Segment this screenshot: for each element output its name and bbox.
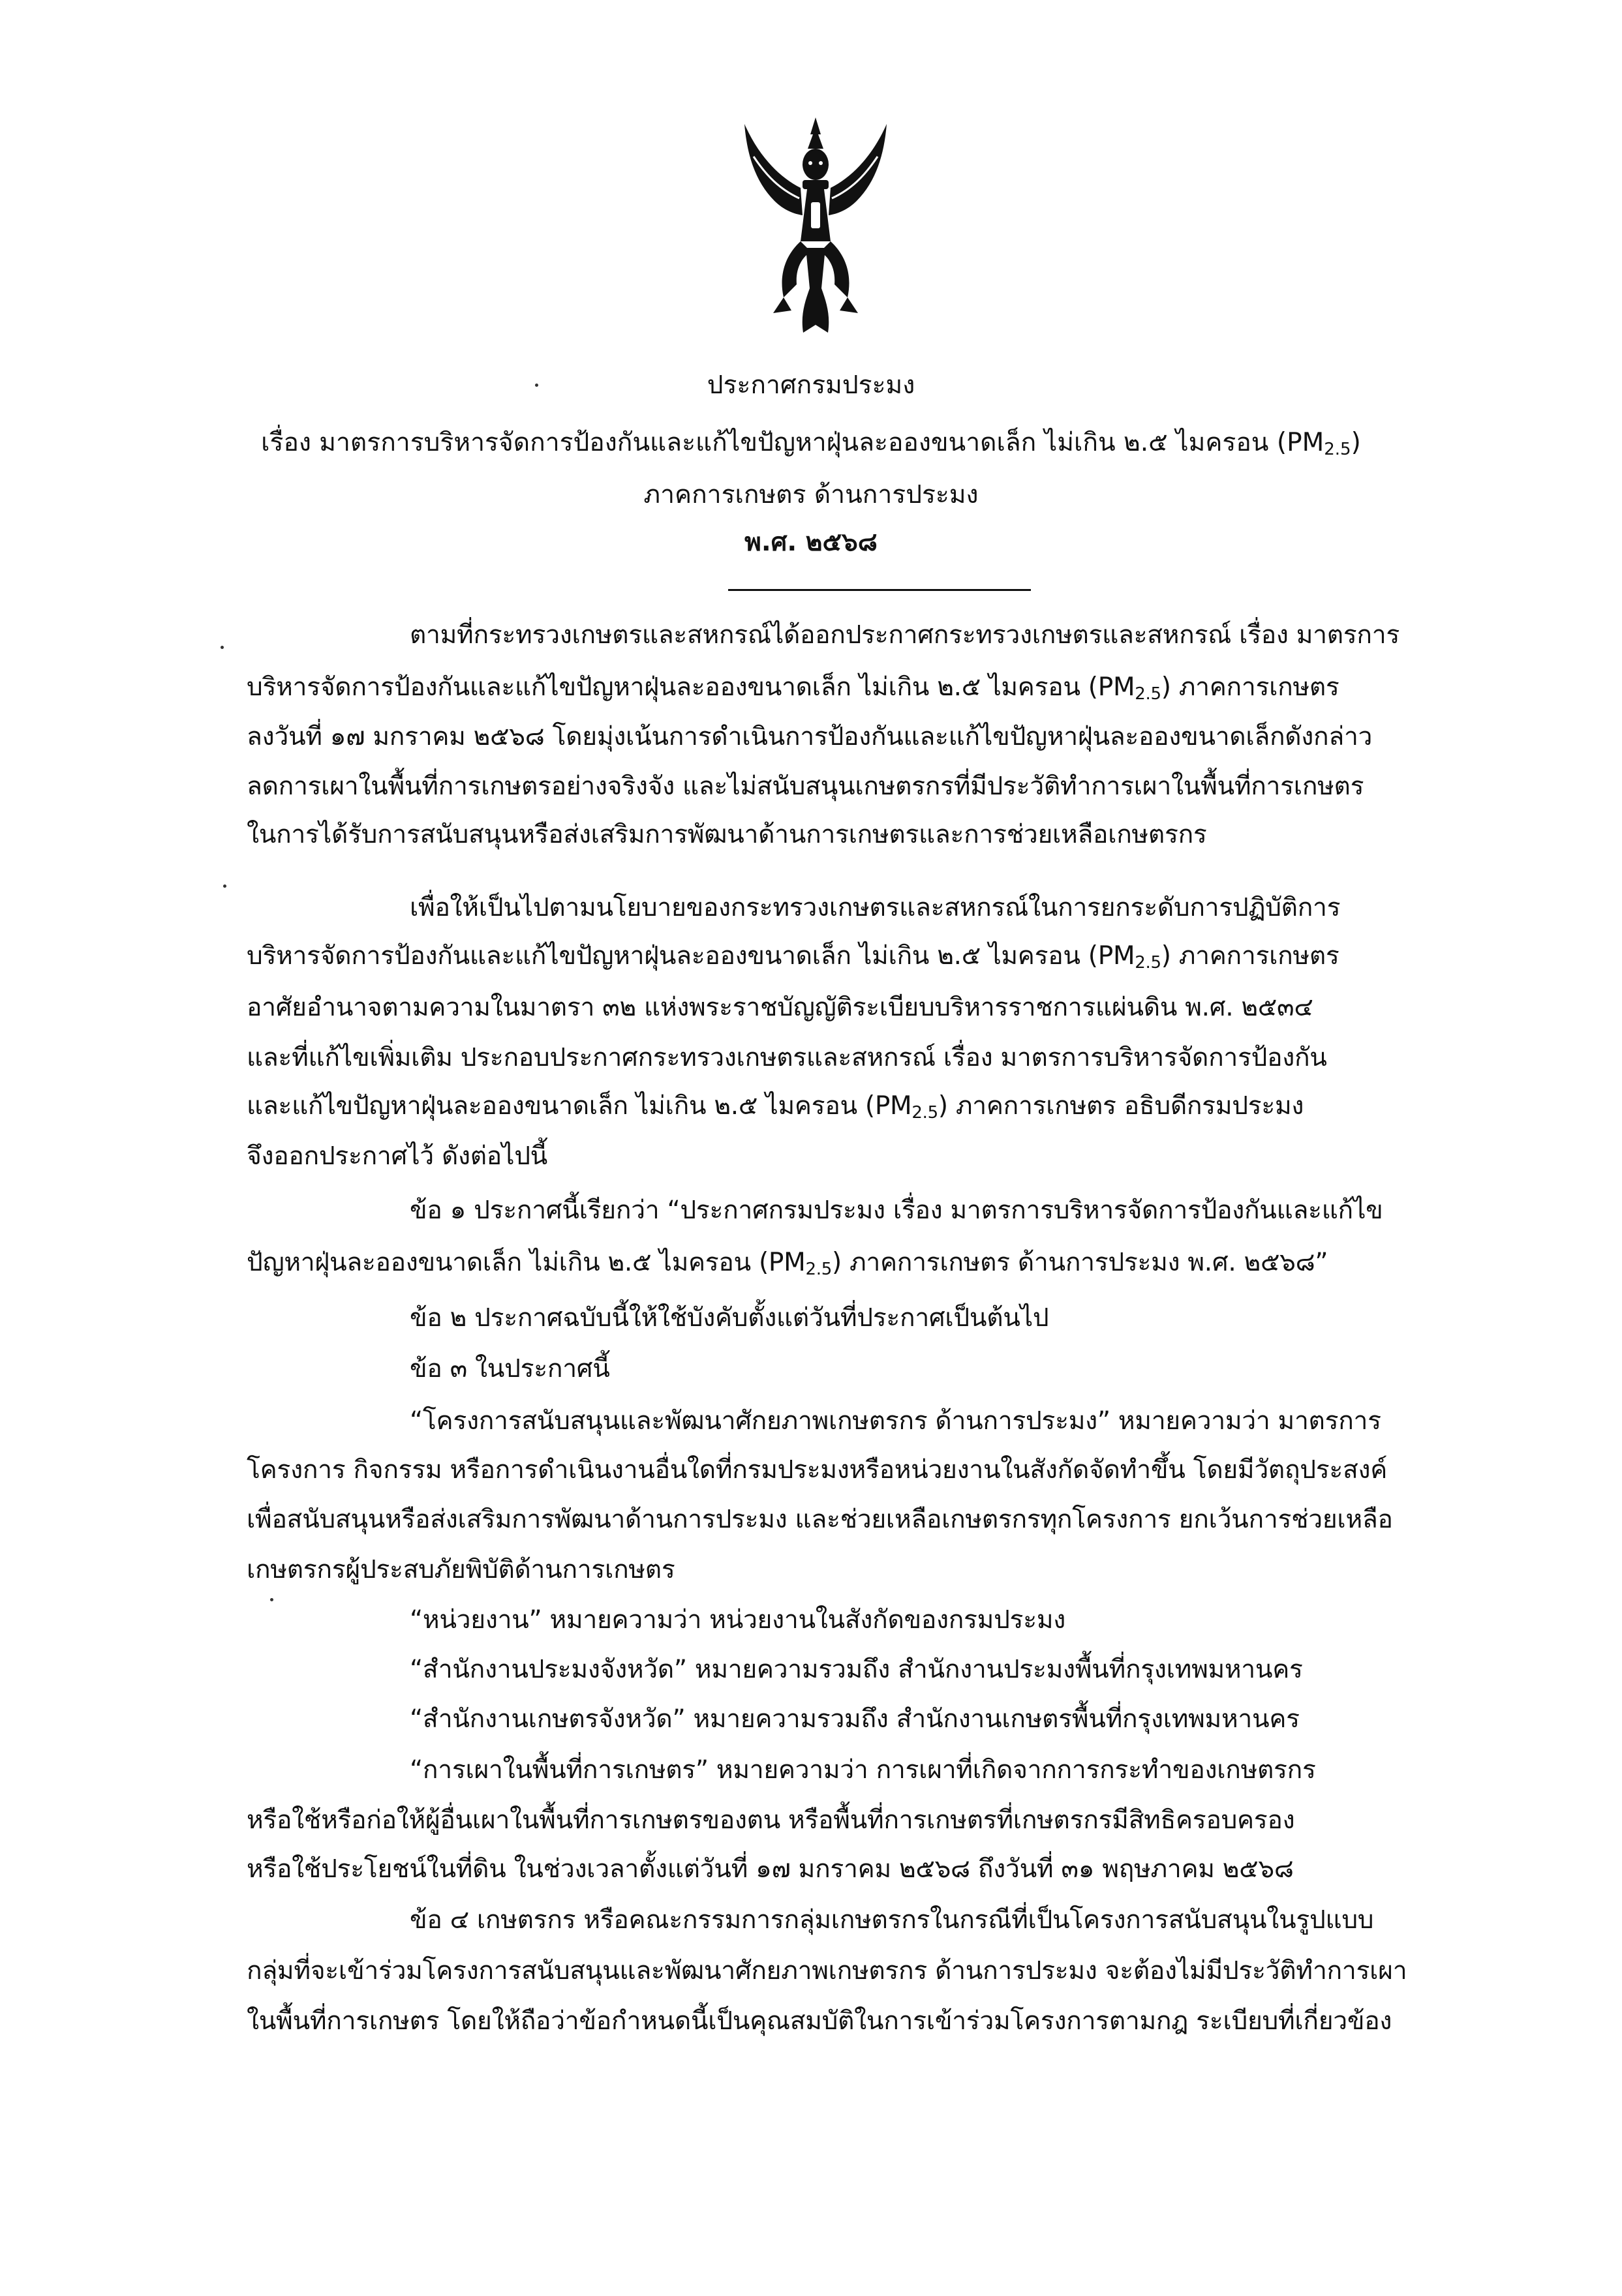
clause1-line1: ข้อ ๑ ประกาศนี้เรียกว่า “ประกาศกรมประมง เรื่อง มาตรการบริหารจัดการป้องกันและแก้ไข: [410, 1196, 1383, 1225]
definition-agricultural-burning-line2: หรือใช้หรือก่อให้ผู้อื่นเผาในพื้นที่การเกษตรของตน หรือพื้นที่การเกษตรที่เกษตรกรมีสิทธิครอบครอง: [247, 1805, 1295, 1835]
definition-agricultural-burning-line3: หรือใช้ประโยชน์ในที่ดิน ในช่วงเวลาตั้งแต่วันที่ ๑๗ มกราคม ๒๕๖๘ ถึงวันที่ ๓๑ พฤษภาคม ๒๕๖๘: [247, 1854, 1294, 1884]
definition-agricultural-burning-line1: “การเผาในพื้นที่การเกษตร” หมายความว่า การเผาที่เกิดจากการกระทำของเกษตรกร: [410, 1755, 1316, 1785]
definition-agency: “หน่วยงาน” หมายความว่า หน่วยงานในสังกัดของกรมประมง: [410, 1605, 1065, 1635]
para2-line6: จึงออกประกาศไว้ ดังต่อไปนี้: [247, 1141, 548, 1171]
para2-line5: และแก้ไขปัญหาฝุ่นละอองขนาดเล็ก ไม่เกิน ๒.๕ ไมครอน $(PM_{2.5})$ ภาคการเกษตร อธิบดีกรมประมง: [247, 1091, 1304, 1123]
clause3-intro: ข้อ ๓ ในประกาศนี้: [410, 1354, 610, 1383]
definition-project-line1: “โครงการสนับสนุนและพัฒนาศักยภาพเกษตรกร ด้านการประมง” หมายความว่า มาตรการ: [410, 1406, 1381, 1436]
para1-line2: บริหารจัดการป้องกันและแก้ไขปัญหาฝุ่นละอองขนาดเล็ก ไม่เกิน ๒.๕ ไมครอน $(PM_{2.5})$ ภาคการเกษตร: [247, 672, 1339, 704]
para1-line5: ในการได้รับการสนับสนุนหรือส่งเสริมการพัฒนาด้านการเกษตรและการช่วยเหลือเกษตรกร: [247, 820, 1207, 849]
garuda-emblem: [741, 117, 891, 339]
scan-speck: [270, 1598, 273, 1601]
announcement-year: พ.ศ. ๒๕๖๘: [744, 528, 878, 557]
para1-line4: ลดการเผาในพื้นที่การเกษตรอย่างจริงจัง และไม่สนับสนุนเกษตรกรที่มีประวัติทำการเผาในพื้นที่การเกษตร: [247, 772, 1364, 801]
definition-provincial-agriculture-office: “สำนักงานเกษตรจังหวัด” หมายความรวมถึง สำนักงานเกษตรพื้นที่กรุงเทพมหานคร: [410, 1704, 1300, 1734]
scan-speck: [223, 884, 226, 888]
definition-project-line4: เกษตรกรผู้ประสบภัยพิบัติด้านการเกษตร: [247, 1555, 675, 1584]
clause2: ข้อ ๒ ประกาศฉบับนี้ให้ใช้บังคับตั้งแต่วันที่ประกาศเป็นต้นไป: [410, 1303, 1049, 1333]
scan-speck: [535, 384, 538, 387]
title-divider: [728, 589, 1031, 591]
scan-speck: [221, 646, 224, 649]
announcement-title: ประกาศกรมประมง: [707, 370, 915, 400]
definition-project-line2: โครงการ กิจกรรม หรือการดำเนินงานอื่นใดที่กรมประมงหรือหน่วยงานในสังกัดจัดทำขึ้น โดยมีวัตถุประสงค์: [247, 1455, 1388, 1485]
announcement-sector: ภาคการเกษตร ด้านการประมง: [643, 480, 979, 509]
para1-line1: ตามที่กระทรวงเกษตรและสหกรณ์ได้ออกประกาศกระทรวงเกษตรและสหกรณ์ เรื่อง มาตรการ: [410, 620, 1400, 650]
definition-provincial-fisheries-office: “สำนักงานประมงจังหวัด” หมายความรวมถึง สำนักงานประมงพื้นที่กรุงเทพมหานคร: [410, 1655, 1303, 1684]
clause1-line2: ปัญหาฝุ่นละอองขนาดเล็ก ไม่เกิน ๒.๕ ไมครอน $(PM_{2.5})$ ภาคการเกษตร ด้านการประมง พ.ศ. ๒๕๖๘”: [247, 1248, 1328, 1279]
announcement-subject: เรื่อง มาตรการบริหารจัดการป้องกันและแก้ไขปัญหาฝุ่นละอองขนาดเล็ก ไม่เกิน ๒.๕ ไมครอน $(PM_{2.5})$: [261, 428, 1361, 459]
para2-line1: เพื่อให้เป็นไปตามนโยบายของกระทรวงเกษตรและสหกรณ์ในการยกระดับการปฏิบัติการ: [410, 893, 1341, 922]
para1-line3: ลงวันที่ ๑๗ มกราคม ๒๕๖๘ โดยมุ่งเน้นการดำเนินการป้องกันและแก้ไขปัญหาฝุ่นละอองขนาดเล็กดังกล่าว: [247, 722, 1373, 751]
clause4-line1: ข้อ ๔ เกษตรกร หรือคณะกรรมการกลุ่มเกษตรกรในกรณีที่เป็นโครงการสนับสนุนในรูปแบบ: [410, 1905, 1374, 1935]
clause4-line3: ในพื้นที่การเกษตร โดยให้ถือว่าข้อกำหนดนี้เป็นคุณสมบัติในการเข้าร่วมโครงการตามกฎ ระเบียบที่เกี่ยวข้อง: [247, 2006, 1392, 2036]
para2-line3: อาศัยอำนาจตามความในมาตรา ๓๒ แห่งพระราชบัญญัติระเบียบบริหารราชการแผ่นดิน พ.ศ. ๒๕๓๔: [247, 993, 1313, 1022]
para2-line4: และที่แก้ไขเพิ่มเติม ประกอบประกาศกระทรวงเกษตรและสหกรณ์ เรื่อง มาตรการบริหารจัดการป้องกัน: [247, 1043, 1327, 1072]
para2-line2: บริหารจัดการป้องกันและแก้ไขปัญหาฝุ่นละอองขนาดเล็ก ไม่เกิน ๒.๕ ไมครอน $(PM_{2.5})$ ภาคการเกษตร: [247, 941, 1339, 973]
definition-project-line3: เพื่อสนับสนุนหรือส่งเสริมการพัฒนาด้านการประมง และช่วยเหลือเกษตรกรทุกโครงการ ยกเว้นการช่วยเหลือ: [247, 1505, 1393, 1534]
clause4-line2: กลุ่มที่จะเข้าร่วมโครงการสนับสนุนและพัฒนาศักยภาพเกษตรกร ด้านการประมง จะต้องไม่มีประวัติทำการเผา: [247, 1956, 1407, 1986]
